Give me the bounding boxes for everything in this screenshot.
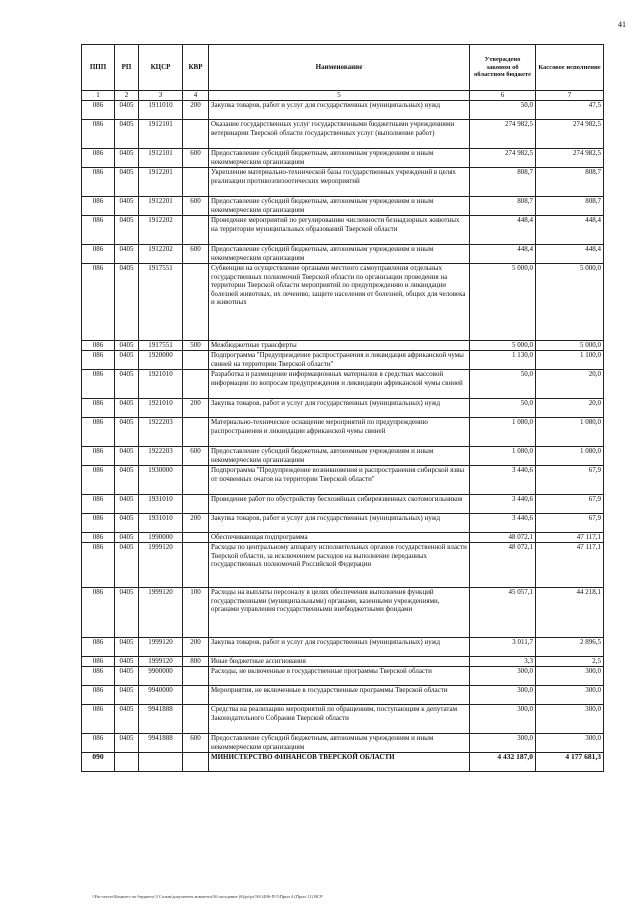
cell-kvr: 200 (183, 514, 209, 533)
cell-name: Закупка товаров, работ и услуг для государственных (муниципальных) нужд (209, 638, 470, 657)
col-header-approved: Утверждено законом об областном бюджете (470, 45, 536, 91)
cell-ppp: 086 (82, 447, 115, 466)
cell-ppp: 086 (82, 638, 115, 657)
cell-approved: 808,7 (470, 168, 536, 197)
cell-kvr: 600 (183, 149, 209, 168)
table-row (82, 705, 604, 734)
cell-approved: 300,0 (470, 705, 536, 734)
table-row (82, 399, 604, 418)
cell-kcsr: 9941888 (139, 734, 183, 753)
cell-kcsr: 9940000 (139, 686, 183, 705)
table-row (82, 657, 604, 667)
cell-name: Расходы по центральному аппарату исполнительных органов государственной власти Тверской области, за исключением расходов на выполнение переданных государственных полномочий Российской Федерации (209, 543, 470, 588)
table-row (82, 120, 604, 149)
cell-ppp: 086 (82, 533, 115, 543)
cell-ppp: 086 (82, 341, 115, 351)
cell-name: Субвенции на осуществление органами местного самоуправления отдельных государственных полномочий Тверской области по организации проведения на территории Тверской области мероприятий по предупреждению и ликвидации болезней животных, их лечению, защите населения от болезней, общих для человека и животных (209, 264, 470, 341)
cell-rp: 0405 (115, 120, 139, 149)
column-number-row (82, 91, 604, 101)
cell-kvr: 600 (183, 245, 209, 264)
cell-executed: 67,9 (536, 466, 604, 495)
table-row (82, 101, 604, 120)
cell-rp: 0405 (115, 686, 139, 705)
cell-approved: 4 432 187,0 (470, 753, 536, 772)
cell-kvr (183, 466, 209, 495)
cell-executed: 5 000,0 (536, 264, 604, 341)
cell-name: Закупка товаров, работ и услуг для государственных (муниципальных) нужд (209, 514, 470, 533)
cell-rp: 0405 (115, 197, 139, 216)
cell-kcsr: 1912101 (139, 149, 183, 168)
table-row (82, 734, 604, 753)
cell-rp: 0405 (115, 533, 139, 543)
cell-approved: 3 440,6 (470, 514, 536, 533)
cell-kcsr: 1931010 (139, 495, 183, 514)
cell-kvr: 200 (183, 399, 209, 418)
col-number: 4 (183, 91, 209, 101)
cell-kcsr: 1912101 (139, 120, 183, 149)
cell-ppp: 090 (82, 753, 115, 772)
cell-name: Иные бюджетные ассигнования (209, 657, 470, 667)
cell-kvr: 500 (183, 341, 209, 351)
cell-kcsr: 1912202 (139, 245, 183, 264)
cell-approved: 808,7 (470, 197, 536, 216)
cell-kvr (183, 216, 209, 245)
cell-kcsr: 1931010 (139, 514, 183, 533)
cell-approved: 50,0 (470, 370, 536, 399)
cell-rp (115, 753, 139, 772)
table-row (82, 543, 604, 588)
table-row (82, 495, 604, 514)
table-row (82, 667, 604, 686)
col-header-ppp: ППП (82, 45, 115, 91)
col-number: 5 (209, 91, 470, 101)
cell-kvr (183, 351, 209, 370)
cell-ppp: 086 (82, 734, 115, 753)
cell-name: Средства на реализацию мероприятий по обращениям, поступающим к депутатам Законодательного Собрания Тверской области (209, 705, 470, 734)
cell-rp: 0405 (115, 734, 139, 753)
cell-rp: 0405 (115, 216, 139, 245)
table-total-row (82, 753, 604, 772)
cell-kvr (183, 418, 209, 447)
cell-kvr (183, 705, 209, 734)
cell-rp: 0405 (115, 149, 139, 168)
cell-kcsr: 9941888 (139, 705, 183, 734)
cell-ppp: 086 (82, 399, 115, 418)
col-header-name: Наименование (209, 45, 470, 91)
cell-approved: 50,0 (470, 399, 536, 418)
cell-executed: 20,0 (536, 370, 604, 399)
table-row (82, 341, 604, 351)
cell-name: Разработка и размещение информационных материалов в средствах массовой информации по вопросам предупреждения и ликвидации африканской чумы свиней (209, 370, 470, 399)
cell-executed: 1 080,0 (536, 418, 604, 447)
cell-executed: 274 982,5 (536, 120, 604, 149)
cell-kcsr: 1912201 (139, 168, 183, 197)
table-row (82, 216, 604, 245)
cell-rp: 0405 (115, 495, 139, 514)
table-row (82, 514, 604, 533)
cell-executed: 1 080,0 (536, 447, 604, 466)
cell-executed: 2 896,5 (536, 638, 604, 657)
cell-name: Подпрограмма "Предупреждение распространения и ликвидация африканской чумы свиней на территории Тверской области" (209, 351, 470, 370)
cell-name: Подпрограмма "Предупреждение возникновения и распространения сибирской язвы от почвенных очагов на территории Тверской области" (209, 466, 470, 495)
cell-executed: 300,0 (536, 667, 604, 686)
table-row (82, 197, 604, 216)
col-header-rp: РП (115, 45, 139, 91)
cell-ppp: 086 (82, 168, 115, 197)
cell-ppp: 086 (82, 686, 115, 705)
cell-rp: 0405 (115, 101, 139, 120)
cell-name: Обеспечивающая подпрограмма (209, 533, 470, 543)
cell-rp: 0405 (115, 705, 139, 734)
cell-kcsr: 1912202 (139, 216, 183, 245)
cell-approved: 5 000,0 (470, 341, 536, 351)
cell-kcsr: 1999120 (139, 588, 183, 638)
table-row (82, 370, 604, 399)
cell-kvr: 600 (183, 734, 209, 753)
col-header-kvr: КВР (183, 45, 209, 91)
cell-kcsr: 1999120 (139, 638, 183, 657)
cell-rp: 0405 (115, 543, 139, 588)
cell-kcsr: 1999120 (139, 657, 183, 667)
cell-kvr (183, 543, 209, 588)
cell-kvr (183, 667, 209, 686)
cell-approved: 1 080,0 (470, 447, 536, 466)
cell-executed: 4 177 681,3 (536, 753, 604, 772)
cell-executed: 300,0 (536, 705, 604, 734)
cell-ppp: 086 (82, 351, 115, 370)
cell-executed: 47 117,1 (536, 533, 604, 543)
cell-name: Межбюджетные трансферты (209, 341, 470, 351)
cell-name: Закупка товаров, работ и услуг для государственных (муниципальных) нужд (209, 399, 470, 418)
col-number: 7 (536, 91, 604, 101)
cell-approved: 1 130,0 (470, 351, 536, 370)
cell-ppp: 086 (82, 495, 115, 514)
col-number: 2 (115, 91, 139, 101)
cell-kvr (183, 495, 209, 514)
cell-approved: 448,4 (470, 245, 536, 264)
cell-executed: 448,4 (536, 216, 604, 245)
cell-rp: 0405 (115, 399, 139, 418)
cell-name: Проведение работ по обустройству бесхозяйных сибиреязвенных скотомогильников (209, 495, 470, 514)
cell-approved: 448,4 (470, 216, 536, 245)
cell-kvr: 200 (183, 638, 209, 657)
cell-approved: 50,0 (470, 101, 536, 120)
cell-kcsr: 1921010 (139, 399, 183, 418)
cell-name: Предоставление субсидий бюджетным, автономным учреждениям и иным некоммерческим организациям (209, 149, 470, 168)
cell-approved: 300,0 (470, 686, 536, 705)
cell-kcsr: 1917551 (139, 264, 183, 341)
cell-rp: 0405 (115, 370, 139, 399)
col-number: 1 (82, 91, 115, 101)
cell-approved: 274 982,5 (470, 149, 536, 168)
cell-kcsr: 1930000 (139, 466, 183, 495)
table-row (82, 351, 604, 370)
cell-name: Расходы, не включенные в государственные программы Тверской области (209, 667, 470, 686)
cell-ppp: 086 (82, 466, 115, 495)
cell-rp: 0405 (115, 245, 139, 264)
cell-kvr (183, 370, 209, 399)
cell-kcsr: 1920000 (139, 351, 183, 370)
cell-executed: 274 982,5 (536, 149, 604, 168)
cell-name: МИНИСТЕРСТВО ФИНАНСОВ ТВЕРСКОЙ ОБЛАСТИ (209, 753, 470, 772)
cell-executed: 808,7 (536, 197, 604, 216)
cell-kvr: 600 (183, 197, 209, 216)
cell-ppp: 086 (82, 514, 115, 533)
cell-name: Закупка товаров, работ и услуг для государственных (муниципальных) нужд (209, 101, 470, 120)
cell-executed: 1 100,0 (536, 351, 604, 370)
cell-executed: 44 218,1 (536, 588, 604, 638)
cell-kcsr: 1917551 (139, 341, 183, 351)
cell-rp: 0405 (115, 351, 139, 370)
cell-approved: 3 440,6 (470, 495, 536, 514)
cell-name: Предоставление субсидий бюджетным, автономным учреждениям и иным некоммерческим организациям (209, 447, 470, 466)
cell-executed: 20,0 (536, 399, 604, 418)
cell-ppp: 086 (82, 101, 115, 120)
cell-approved: 5 000,0 (470, 264, 536, 341)
cell-ppp: 086 (82, 245, 115, 264)
cell-kvr (183, 168, 209, 197)
cell-name: Предоставление субсидий бюджетным, автономным учреждениям и иным некоммерческим организациям (209, 245, 470, 264)
cell-kvr (183, 533, 209, 543)
cell-ppp: 086 (82, 370, 115, 399)
cell-kvr (183, 264, 209, 341)
cell-kcsr (139, 753, 183, 772)
cell-rp: 0405 (115, 514, 139, 533)
cell-kvr: 800 (183, 657, 209, 667)
table-row (82, 533, 604, 543)
cell-approved: 300,0 (470, 734, 536, 753)
cell-executed: 67,9 (536, 514, 604, 533)
cell-ppp: 086 (82, 216, 115, 245)
header-row (82, 45, 604, 91)
cell-name: Оказание государственных услуг государственными бюджетными учреждениями ветеринарии Тверской области государственных услуг (выполнение работ) (209, 120, 470, 149)
cell-ppp: 086 (82, 657, 115, 667)
cell-kvr: 600 (183, 447, 209, 466)
col-number: 3 (139, 91, 183, 101)
cell-executed: 448,4 (536, 245, 604, 264)
cell-approved: 45 057,1 (470, 588, 536, 638)
footer-file-path: \\Fin-server\Комитет по бюджету\3 Созыв\документы комитета\36 заседание (6)\pr\pr\56\1496-П-5\Прил 4 (Прил 11) ВСР (92, 894, 323, 899)
cell-kcsr: 1911010 (139, 101, 183, 120)
cell-kvr: 100 (183, 588, 209, 638)
cell-approved: 300,0 (470, 667, 536, 686)
cell-executed: 5 000,0 (536, 341, 604, 351)
cell-kcsr: 9900000 (139, 667, 183, 686)
cell-ppp: 086 (82, 197, 115, 216)
table-row (82, 168, 604, 197)
table-row (82, 447, 604, 466)
cell-ppp: 086 (82, 543, 115, 588)
cell-ppp: 086 (82, 667, 115, 686)
cell-kvr: 200 (183, 101, 209, 120)
cell-ppp: 086 (82, 418, 115, 447)
cell-approved: 3,3 (470, 657, 536, 667)
cell-rp: 0405 (115, 588, 139, 638)
cell-approved: 48 072,1 (470, 533, 536, 543)
cell-approved: 274 982,5 (470, 120, 536, 149)
cell-name: Предоставление субсидий бюджетным, автономным учреждениям и иным некоммерческим организациям (209, 734, 470, 753)
cell-kcsr: 1922203 (139, 418, 183, 447)
cell-executed: 47 117,1 (536, 543, 604, 588)
cell-kvr (183, 753, 209, 772)
cell-kcsr: 1999120 (139, 543, 183, 588)
cell-kcsr: 1921010 (139, 370, 183, 399)
cell-ppp: 086 (82, 264, 115, 341)
cell-kcsr: 1912201 (139, 197, 183, 216)
col-header-executed: Кассовое исполнение (536, 45, 604, 91)
cell-name: Проведение мероприятий по регулированию численности безнадзорных животных на территории муниципальных образований Тверской области (209, 216, 470, 245)
cell-approved: 48 072,1 (470, 543, 536, 588)
table-row (82, 466, 604, 495)
cell-executed: 47,5 (536, 101, 604, 120)
cell-ppp: 086 (82, 149, 115, 168)
cell-executed: 67,9 (536, 495, 604, 514)
cell-executed: 2,5 (536, 657, 604, 667)
table-row (82, 418, 604, 447)
cell-approved: 3 440,6 (470, 466, 536, 495)
table-row (82, 264, 604, 341)
cell-kvr (183, 686, 209, 705)
cell-approved: 1 080,0 (470, 418, 536, 447)
budget-table (81, 44, 604, 772)
cell-executed: 808,7 (536, 168, 604, 197)
cell-rp: 0405 (115, 466, 139, 495)
table-row (82, 638, 604, 657)
cell-rp: 0405 (115, 667, 139, 686)
cell-kcsr: 1922203 (139, 447, 183, 466)
table-row (82, 686, 604, 705)
table-row (82, 149, 604, 168)
cell-rp: 0405 (115, 168, 139, 197)
table-row (82, 588, 604, 638)
cell-ppp: 086 (82, 588, 115, 638)
cell-ppp: 086 (82, 705, 115, 734)
cell-name: Предоставление субсидий бюджетным, автономным учреждениям и иным некоммерческим организациям (209, 197, 470, 216)
cell-rp: 0405 (115, 638, 139, 657)
cell-kcsr: 1990000 (139, 533, 183, 543)
col-header-kcsr: КЦСР (139, 45, 183, 91)
cell-rp: 0405 (115, 447, 139, 466)
table-row (82, 245, 604, 264)
cell-name: Материально-техническое оснащение мероприятий по предупреждению распространения и ликвидации африканской чумы свиней (209, 418, 470, 447)
cell-kvr (183, 120, 209, 149)
cell-name: Укрепление материально-технической базы государственных учреждений в целях реализации противоэпизоотических мероприятий (209, 168, 470, 197)
col-number: 6 (470, 91, 536, 101)
page-number: 41 (618, 20, 626, 29)
cell-executed: 300,0 (536, 686, 604, 705)
cell-name: Мероприятия, не включенные в государственные программы Тверской области (209, 686, 470, 705)
cell-rp: 0405 (115, 657, 139, 667)
cell-approved: 3 011,7 (470, 638, 536, 657)
cell-rp: 0405 (115, 264, 139, 341)
cell-rp: 0405 (115, 418, 139, 447)
cell-rp: 0405 (115, 341, 139, 351)
cell-ppp: 086 (82, 120, 115, 149)
cell-executed: 300,0 (536, 734, 604, 753)
cell-name: Расходы на выплаты персоналу в целях обеспечения выполнения функций государственными (муниципальными) органами, казенными учреждениями, органами управления государственными внебюджетными фондами (209, 588, 470, 638)
